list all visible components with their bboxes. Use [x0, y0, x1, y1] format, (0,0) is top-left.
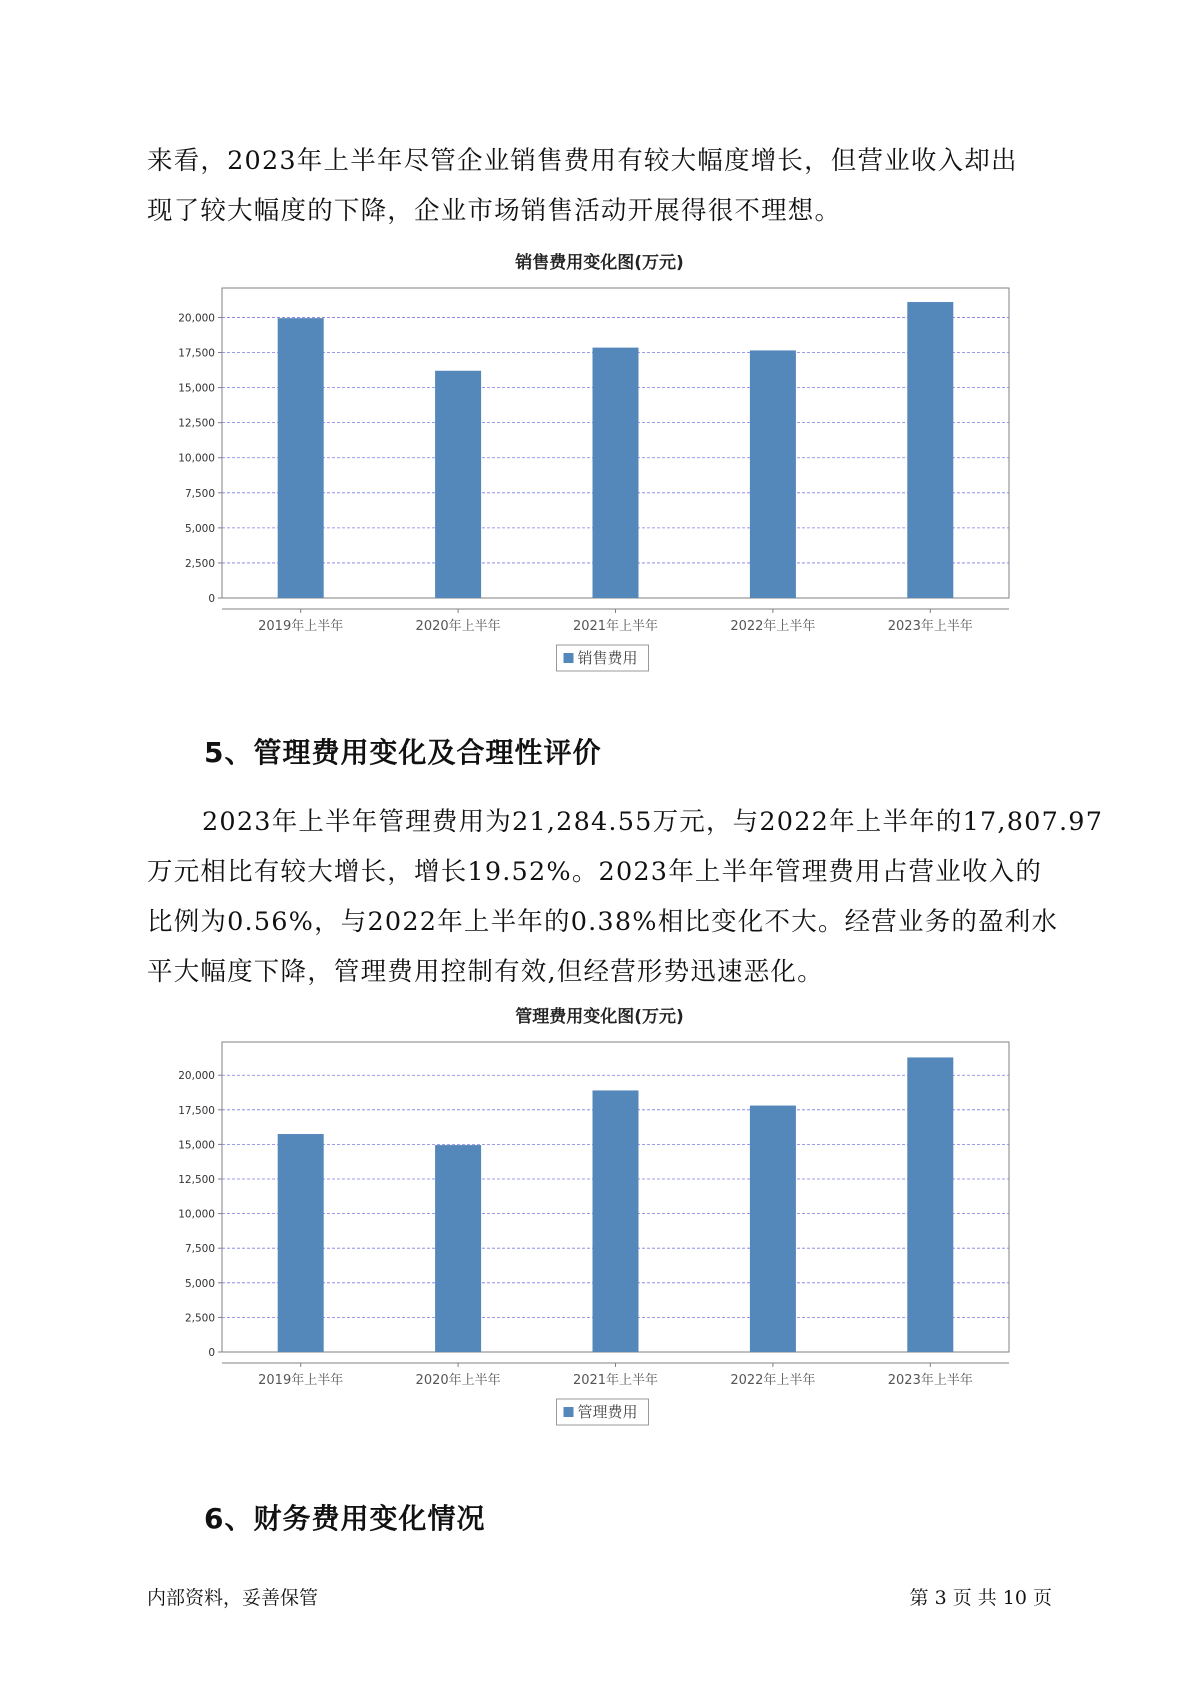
legend-label: 管理费用	[577, 1403, 638, 1421]
intro-paragraph	[147, 136, 1052, 236]
y-tick-label: 12,500	[178, 1174, 215, 1187]
footer-confidential-note: 内部资料，妥善保管	[147, 1587, 319, 1609]
y-tick-label: 15,000	[178, 1139, 215, 1152]
paragraph-line: 2023年上半年管理费用为21,284.55万元，与2022年上半年的17,807.97	[202, 807, 1104, 837]
chart-title: 管理费用变化图(万元)	[515, 1007, 684, 1027]
x-tick-label: 2019年上半年	[258, 1373, 344, 1388]
legend-swatch	[564, 1407, 574, 1417]
y-tick-label: 0	[208, 1347, 215, 1359]
footer-page-number: 第 3 页 共 10 页	[909, 1587, 1052, 1609]
x-tick-label: 2021年上半年	[572, 1373, 659, 1388]
y-tick-label: 2,500	[184, 1312, 215, 1325]
x-tick-label: 2021年上半年	[572, 619, 659, 634]
paragraph-line: 比例为0.56%，与2022年上半年的0.38%相比变化不大。经营业务的盈利水	[147, 907, 1059, 937]
y-tick-label: 20,000	[178, 1070, 215, 1083]
bar	[907, 1057, 953, 1352]
y-tick-label: 5,000	[184, 1277, 215, 1290]
admin-expense-paragraph	[147, 797, 1104, 997]
paragraph-line: 来看，2023年上半年尽管企业销售费用有较大幅度增长，但营业收入却出	[147, 146, 1018, 176]
section-heading-6: 6、财务费用变化情况	[204, 1502, 486, 1535]
y-tick-label: 10,000	[178, 1208, 215, 1221]
x-tick-label: 2022年上半年	[730, 619, 816, 634]
x-tick-label: 2019年上半年	[258, 619, 344, 634]
y-tick-label: 10,000	[178, 452, 215, 465]
admin-expense-chart	[147, 1002, 1052, 1442]
y-tick-label: 12,500	[178, 417, 215, 430]
bar	[278, 318, 324, 598]
sales-expense-chart-svg	[147, 248, 1052, 688]
y-tick-label: 7,500	[184, 487, 215, 500]
section-heading-5: 5、管理费用变化及合理性评价	[204, 736, 602, 769]
x-tick-label: 2022年上半年	[730, 1373, 816, 1388]
bar	[750, 1106, 796, 1352]
bar	[750, 350, 796, 598]
x-tick-label: 2020年上半年	[415, 619, 501, 634]
admin-expense-chart-svg	[147, 1002, 1052, 1442]
bar	[435, 371, 481, 598]
bar	[907, 302, 953, 598]
sales-expense-chart	[147, 248, 1052, 688]
y-tick-label: 0	[208, 593, 215, 605]
y-tick-label: 2,500	[184, 557, 215, 570]
y-tick-label: 20,000	[178, 312, 215, 325]
legend-swatch	[564, 653, 574, 663]
bar	[435, 1145, 481, 1352]
y-tick-label: 17,500	[178, 1104, 215, 1117]
x-tick-label: 2023年上半年	[887, 1373, 973, 1388]
paragraph-line: 平大幅度下降，管理费用控制有效,但经营形势迅速恶化。	[147, 957, 824, 987]
bar	[593, 348, 639, 598]
bar	[593, 1090, 639, 1352]
x-tick-label: 2023年上半年	[887, 619, 973, 634]
y-tick-label: 5,000	[184, 522, 215, 535]
paragraph-line: 万元相比有较大增长，增长19.52%。2023年上半年管理费用占营业收入的	[147, 857, 1043, 887]
x-tick-label: 2020年上半年	[415, 1373, 501, 1388]
y-tick-label: 17,500	[178, 347, 215, 360]
paragraph-line: 现了较大幅度的下降，企业市场销售活动开展得很不理想。	[147, 196, 842, 226]
y-tick-label: 15,000	[178, 382, 215, 395]
bar	[278, 1134, 324, 1352]
y-tick-label: 7,500	[184, 1243, 215, 1256]
chart-title: 销售费用变化图(万元)	[515, 253, 684, 273]
legend-label: 销售费用	[577, 649, 638, 667]
